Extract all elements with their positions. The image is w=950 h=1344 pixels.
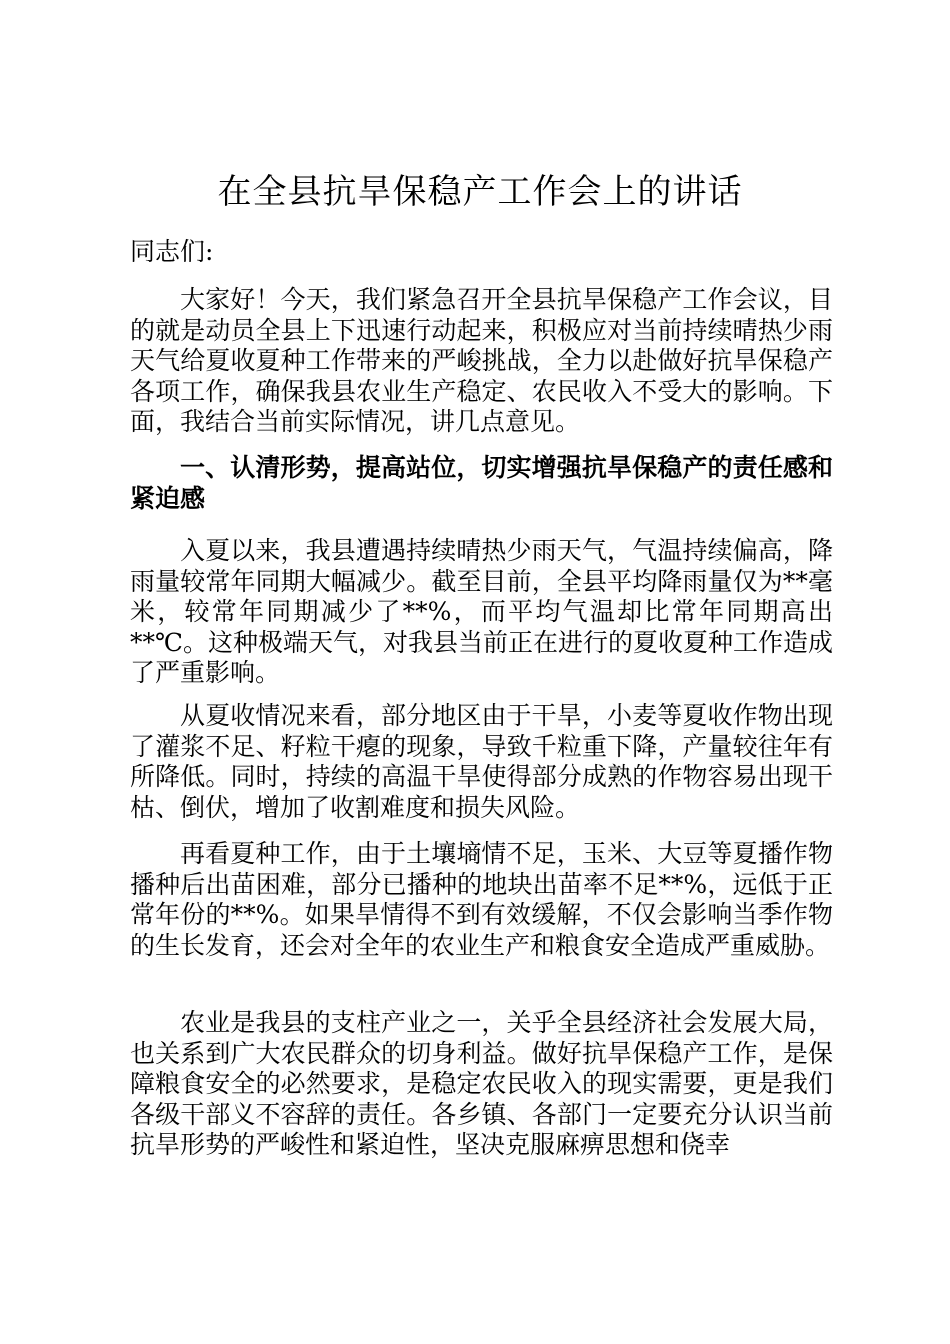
body-paragraph: 从夏收情况来看，部分地区由于干旱，小麦等夏收作物出现了灌浆不足、籽粒干瘪的现象，导致千粒重下降，产量较往年有所降低。同时，持续的高温干旱使得部分成熟的作物容易出现干枯、倒伏，增加了收割难度和损失风险。 <box>130 701 833 822</box>
salutation: 同志们: <box>130 237 214 266</box>
body-paragraph: 农业是我县的支柱产业之一，关乎全县经济社会发展大局，也关系到广大农民群众的切身利益。做好抗旱保稳产工作，是保障粮食安全的必然要求，是稳定农民收入的现实需要，更是我们各级干部义不容辞的责任。各乡镇、各部门一定要充分认识当前抗旱形势的严峻性和紧迫性，坚决克服麻痹思想和侥幸 <box>130 1008 833 1159</box>
section-heading: 一、认清形势，提高站位，切实增强抗旱保稳产的责任感和紧迫感 <box>130 453 833 513</box>
body-paragraph: 入夏以来，我县遭遇持续晴热少雨天气，气温持续偏高，降雨量较常年同期大幅减少。截至目前，全县平均降雨量仅为**毫米，较常年同期减少了**%，而平均气温却比常年同期高出**℃。这种极端天气，对我县当前正在进行的夏收夏种工作造成了严重影响。 <box>130 536 833 687</box>
body-paragraph: 再看夏种工作，由于土壤墒情不足，玉米、大豆等夏播作物播种后出苗困难，部分已播种的地块出苗率不足**%，远低于正常年份的**%。如果旱情得不到有效缓解，不仅会影响当季作物的生长发育，还会对全年的农业生产和粮食安全造成严重威胁。 <box>130 839 833 960</box>
document-title: 在全县抗旱保稳产工作会上的讲话 <box>217 172 743 212</box>
intro-paragraph: 大家好！今天，我们紧急召开全县抗旱保稳产工作会议，目的就是动员全县上下迅速行动起来，积极应对当前持续晴热少雨天气给夏收夏种工作带来的严峻挑战，全力以赴做好抗旱保稳产各项工作，确保我县农业生产稳定、农民收入不受大的影响。下面，我结合当前实际情况，讲几点意见。 <box>130 285 833 436</box>
